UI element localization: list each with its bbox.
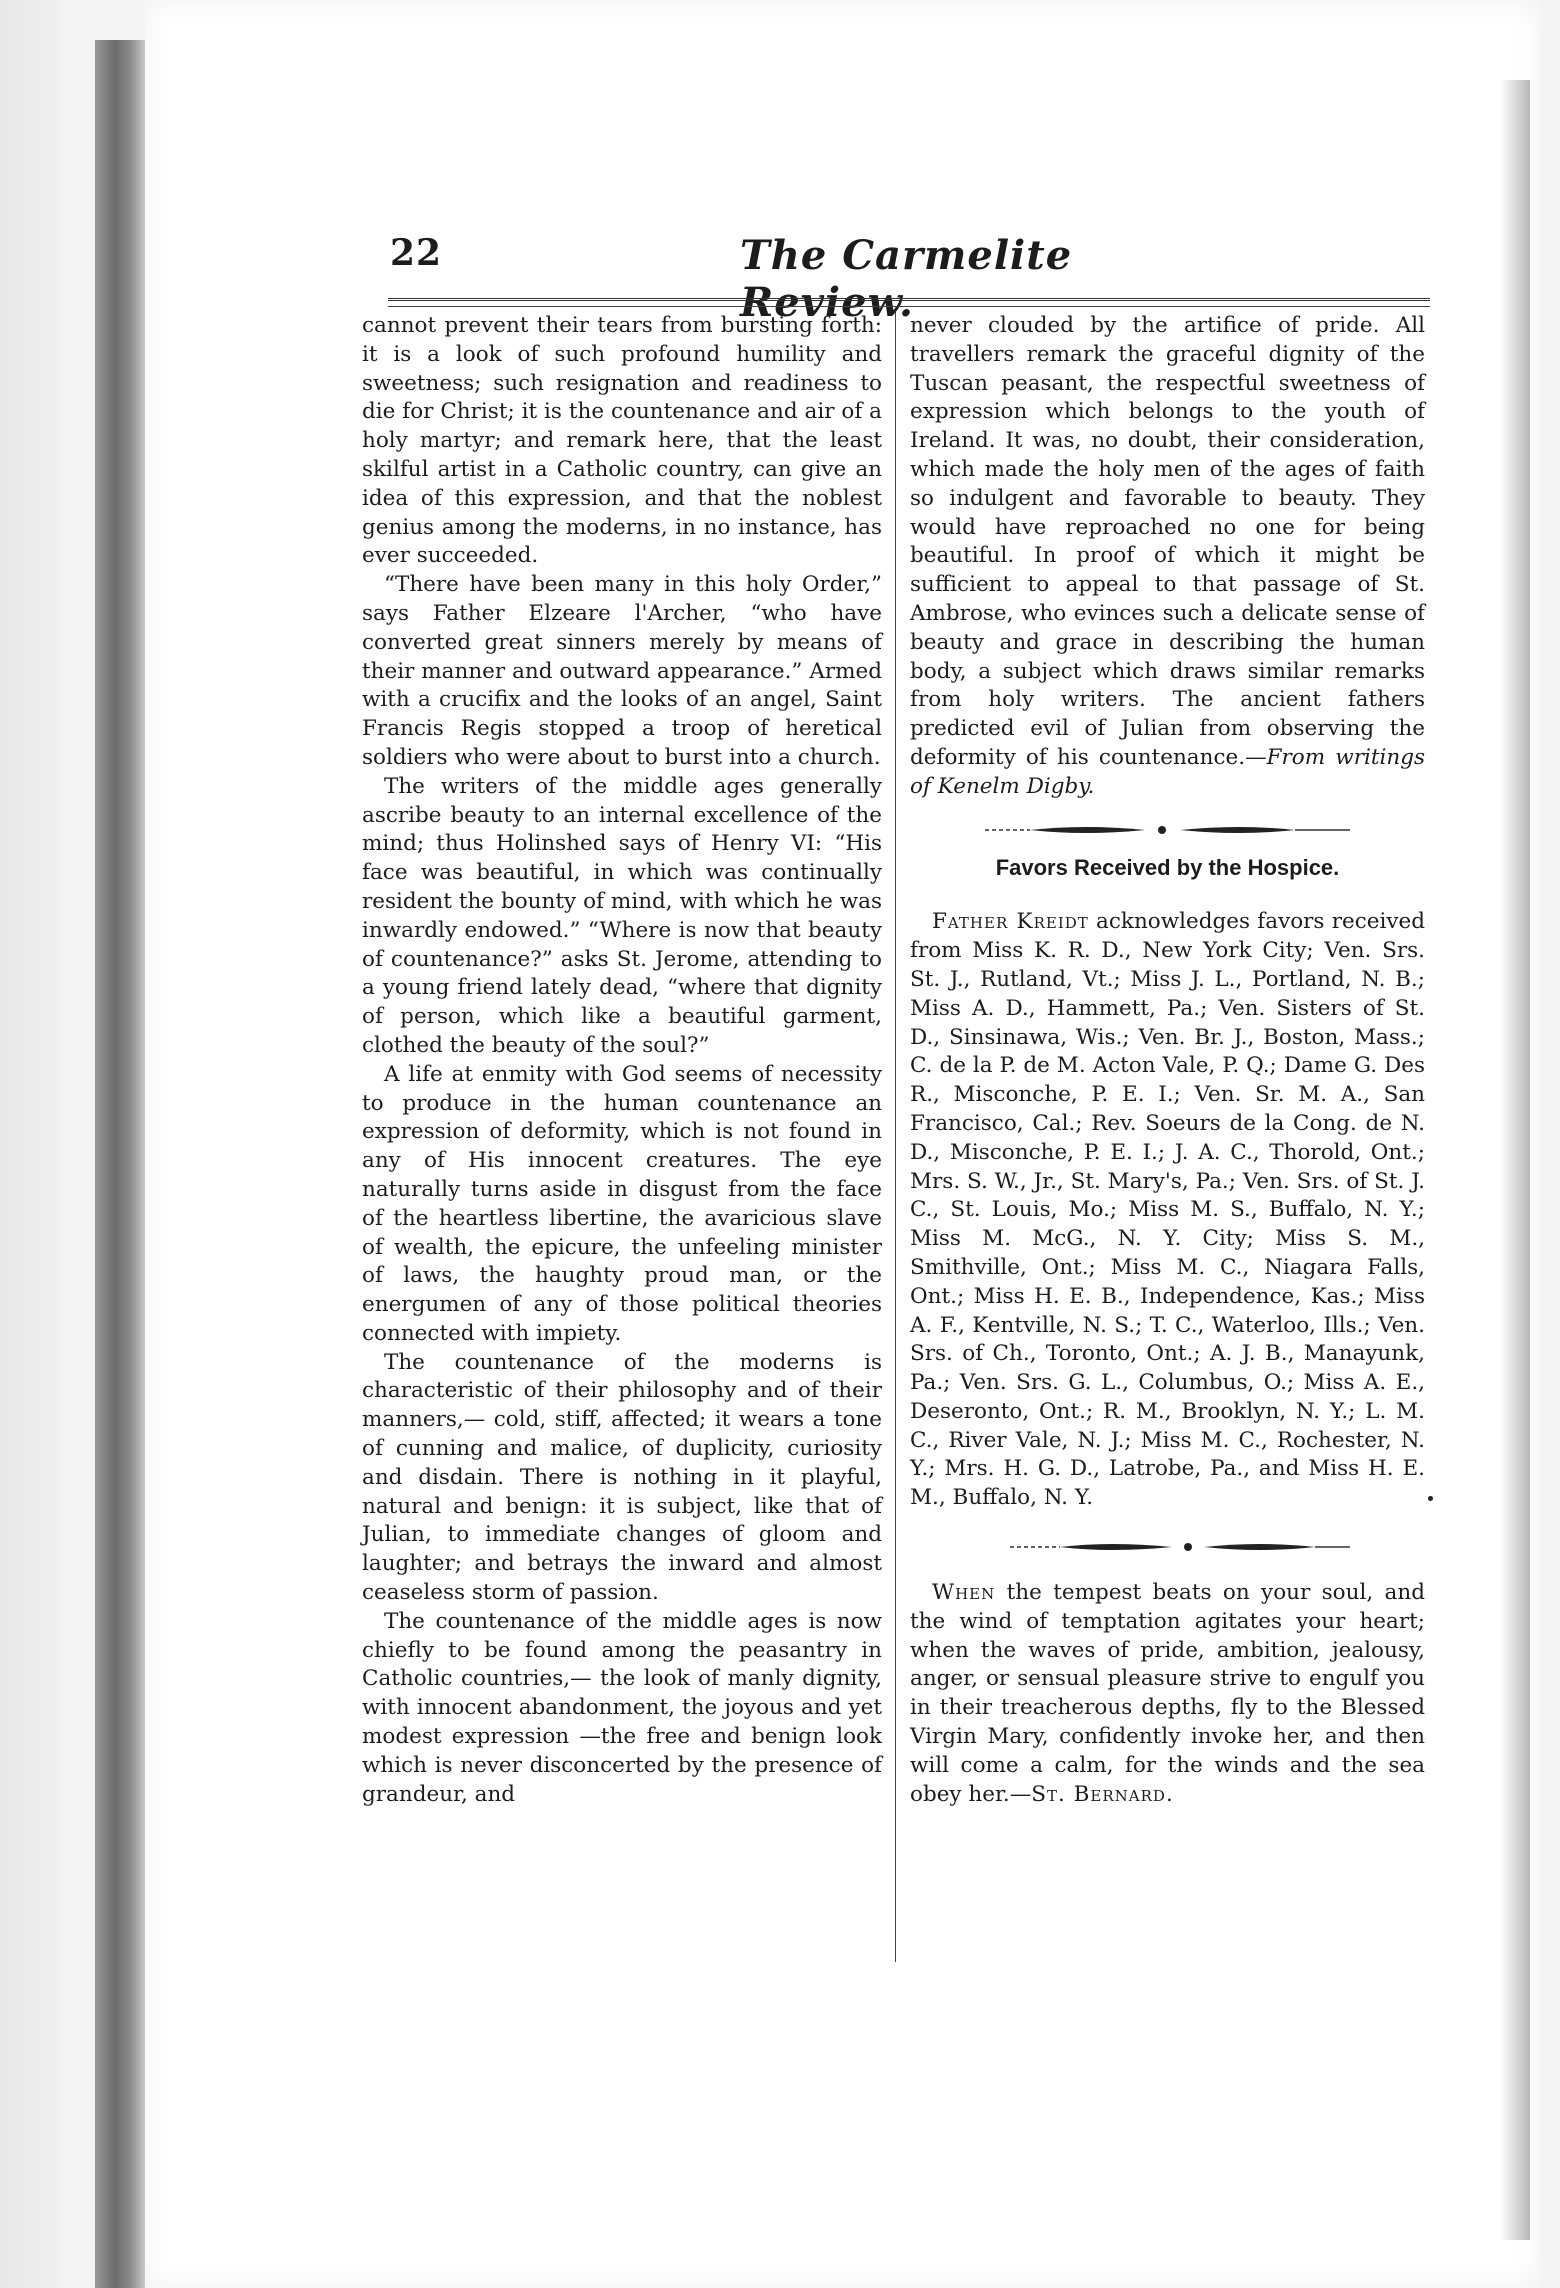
section-heading: Favors Received by the Hospice. [995, 854, 1340, 880]
source-attribution: —From writings of Kenelm Digby. [910, 744, 1426, 799]
scan-speck [1428, 1496, 1433, 1501]
quote-lead: When [932, 1580, 996, 1606]
favors-text: acknowledges favors received from Miss K. R. D., New York City; Ven. Srs. St. J., Rutland, Vt.; Miss J. L., Portland, N. B.; Miss A. D., Hammett, Pa.; Ven. Sisters of St. D., Sinsinawa, Wis.; Ven. Br. J., Boston, Mass.; C. de la P. de M. Acton Vale, P. Q.; Dame G. Des R., Misconche, P. E. I.; Ven. Sr. M. A., San Francisco, Cal.; Rev. Soeurs de la Cong. de N. D., Misconche, P. E. I.; J. A. C., Thorold, Ont.; Mrs. S. W., Jr., St. Mary's, Pa.; Ven. Srs. of St. J. C., St. Louis, Mo.; Miss M. S., Buffalo, N. Y.; Miss M. McG., N. Y. City; Miss S. M., Smithville, Ont.; Miss M. C., Niagara Falls, Ont.; Miss H. E. B., Independence, Kas.; Miss A. F., Kentville, N. S.; T. C., Waterloo, Ills.; Ven. Srs. of Ch., Toronto, Ont.; A. J. B., Manayunk, Pa.; Ven. Srs. G. L., Columbus, O.; Miss A. E., Deseronto, Ont.; R. M., Brooklyn, N. Y.; L. M. C., River Vale, N. J.; Miss M. C., Rochester, N. Y.; Mrs. H. G. D., Latrobe, Pa., and Miss H. E. M., Buffalo, N. Y. [910, 909, 1426, 1511]
paragraph: A life at enmity with God seems of necessity to produce in the human countenance an expression of deformity, which is not found in any of His innocent creatures. The eye naturally turns aside in disgust from the face of the heartless libertine, the avaricious slave of wealth, the epicure, the unfeeling minister of laws, the haughty proud man, or the energumen of any of those political theories connected with impiety. [362, 1061, 882, 1346]
header-rule [388, 298, 1430, 301]
ornament-divider-icon [910, 818, 1425, 842]
ornament-divider-icon [910, 1535, 1425, 1559]
paragraph: cannot prevent their tears from bursting forth: it is a look of such profound humility and sweetness; such resignation and readiness to die for Christ; it is the countenance and air of a holy martyr; and remark here, that the least skilful artist in a Catholic country, can give an idea of this expression, and that the noblest genius among the moderns, in no instance, has ever succeeded. [362, 313, 882, 569]
paragraph: The countenance of the moderns is characteristic of their philosophy and of their manners,— cold, stiff, affected; it wears a tone of cunning and malice, of duplicity, curiosity and disdain. There is nothing in it playful, natural and benign: it is subject, like that of Julian, to immediate changes of gloom and laughter; and betrays the inward and almost ceaseless storm of passion. [362, 1349, 882, 1606]
running-header [390, 232, 1430, 326]
paragraph: “There have been many in this holy Order,” says Father Elzeare l'Archer, “who have converted great sinners merely by means of their manner and outward appearance.” Armed with a crucifix and the looks of an angel, Saint Francis Regis stopped a troop of heretical soldiers who were about to burst into a church. [362, 572, 882, 770]
quote-paragraph [910, 1579, 1425, 1809]
header-rule-thin [388, 306, 1430, 307]
right-column [910, 312, 1425, 1809]
masthead-title: The Carmelite Review. [740, 232, 1073, 326]
paragraph-continuation [910, 312, 1425, 802]
paragraph: The countenance of the middle ages is now chiefly to be found among the peasantry in Catholic countries,— the look of manly dignity, with innocent abandonment, the joyous and yet modest expression —the free and benign look which is never disconcerted by the presence of grandeur, and [362, 1608, 882, 1807]
page-number: 22 [390, 232, 443, 274]
quote-attribution: St. Bernard. [1031, 1781, 1174, 1807]
quote-text: the tempest beats on your soul, and the wind of temptation agitates your heart; when the waves of pride, ambition, jealousy, anger, or sensual pleasure strive to engulf you in their treacherous depths, fly to the Blessed Virgin Mary, confidently invoke her, and then will come a calm, for the winds and the sea obey her.— [910, 1580, 1425, 1807]
continuation-text: never clouded by the artifice of pride. All travellers remark the graceful dignity of the Tuscan peasant, the respectful sweetness of expression which belongs to the youth of Ireland. It was, no doubt, their consideration, which made the holy men of the ages of faith so indulgent and favorable to beauty. They would have reproached no one for being beautiful. In proof of which it might be sufficient to appeal to that passage of St. Ambrose, who evinces such a delicate sense of beauty and grace in describing the human body, a subject which draws similar remarks from holy writers. The ancient fathers predicted evil of Julian from observing the deformity of his countenance. [910, 313, 1425, 770]
book-binding-shadow [95, 40, 145, 2288]
scan-margin [0, 0, 60, 2288]
column-divider [895, 312, 896, 1962]
page-edge-shadow [1500, 80, 1530, 2240]
left-column [362, 312, 882, 1809]
favors-lead: Father Kreidt [932, 909, 1089, 935]
favors-paragraph [910, 908, 1425, 1513]
paragraph: The writers of the middle ages generally ascribe beauty to an internal excellence of the mind; thus Holinshed says of Henry VI: “His face was beautiful, in which was continually resident the bounty of mind, with which he was inwardly endowed.” “Where is now that beauty of countenance?” asks St. Jerome, attending to a young friend lately dead, “where that dignity of person, which like a beautiful garment, clothed the beauty of the soul?” [362, 773, 882, 1058]
